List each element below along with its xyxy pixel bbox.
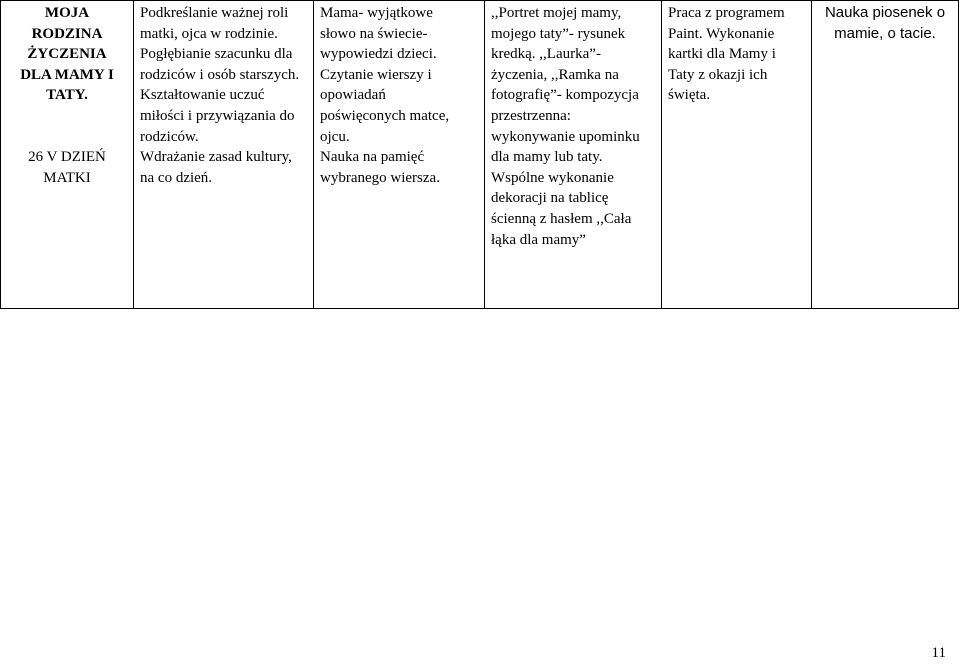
language-activity-line: Czytanie wierszy i (320, 66, 432, 83)
goals-cell (134, 1, 314, 309)
computer-activity-line: Paint. Wykonanie (668, 25, 775, 42)
art-activity-line: Wspólne wykonanie (491, 169, 614, 186)
art-activity-line: mojego taty”- rysunek (491, 25, 626, 42)
language-activity-line: wypowiedzi dzieci. (320, 46, 437, 63)
language-activity-line: ojcu. (320, 128, 350, 145)
language-activity-line: wybranego wiersza. (320, 169, 440, 186)
topic-date-line: MATKI (43, 169, 91, 186)
language-activities-cell (314, 1, 485, 309)
art-activity-line: życzenia, ,,Ramka na (491, 66, 619, 83)
topic-title-line: TATY. (46, 87, 88, 104)
art-activity-line: łąka dla mamy” (491, 231, 586, 248)
language-activity-line: poświęconych matce, (320, 107, 450, 124)
page-number: 11 (931, 645, 946, 661)
art-activities-cell (485, 1, 662, 309)
computer-activity-line: kartki dla Mamy i (668, 46, 776, 63)
music-activity-line: mamie, o tacie. (834, 24, 936, 42)
goals-line: Pogłębianie szacunku dla (140, 46, 293, 63)
computer-activity-line: święta. (668, 87, 711, 104)
topic-title-line: MOJA (44, 5, 90, 21)
art-activity-line: ,,Portret mojej mamy, (491, 5, 622, 21)
music-activity-line: Nauka piosenek o (824, 4, 946, 21)
art-activity-line: dekoracji na tablicę (491, 190, 609, 207)
spacer (7, 127, 127, 148)
art-activity-line: fotografię”- kompozycja (491, 87, 639, 104)
topic-cell (1, 1, 134, 309)
topic-date-line: 26 V DZIEŃ (28, 149, 106, 166)
goals-line: na co dzień. (140, 169, 213, 186)
art-activity-line: dla mamy lub taty. (491, 149, 603, 166)
goals-line: rodziców i osób starszych. (140, 66, 300, 83)
computer-activity-line: Praca z programem (668, 5, 785, 21)
topic-title-line: RODZINA (31, 25, 103, 42)
art-activity-line: ścienną z hasłem ,,Cała (491, 210, 632, 227)
language-activity-line: Mama- wyjątkowe (320, 5, 433, 21)
lesson-plan-table (0, 0, 959, 309)
goals-line: Podkreślanie ważnej roli (140, 5, 289, 21)
art-activity-line: kredką. ,,Laurka”- (491, 46, 601, 63)
topic-title-line: ŻYCZENIA (27, 46, 107, 63)
music-activities-cell (812, 1, 959, 309)
goals-line: matki, ojca w rodzinie. (140, 25, 278, 42)
topic-title-line: DLA MAMY I (20, 66, 114, 83)
spacer (7, 106, 127, 127)
language-activity-line: Nauka na pamięć (320, 149, 425, 166)
computer-activities-cell (662, 1, 812, 309)
language-activity-line: opowiadań (320, 87, 386, 104)
table-row (1, 1, 959, 309)
goals-line: Wdrażanie zasad kultury, (140, 149, 292, 166)
goals-line: miłości i przywiązania do (140, 107, 295, 124)
computer-activity-line: Taty z okazji ich (668, 66, 768, 83)
art-activity-line: wykonywanie upominku (491, 128, 640, 145)
language-activity-line: słowo na świecie- (320, 25, 428, 42)
art-activity-line: przestrzenna: (491, 107, 571, 124)
goals-line: Kształtowanie uczuć (140, 87, 265, 104)
goals-line: rodziców. (140, 128, 199, 145)
